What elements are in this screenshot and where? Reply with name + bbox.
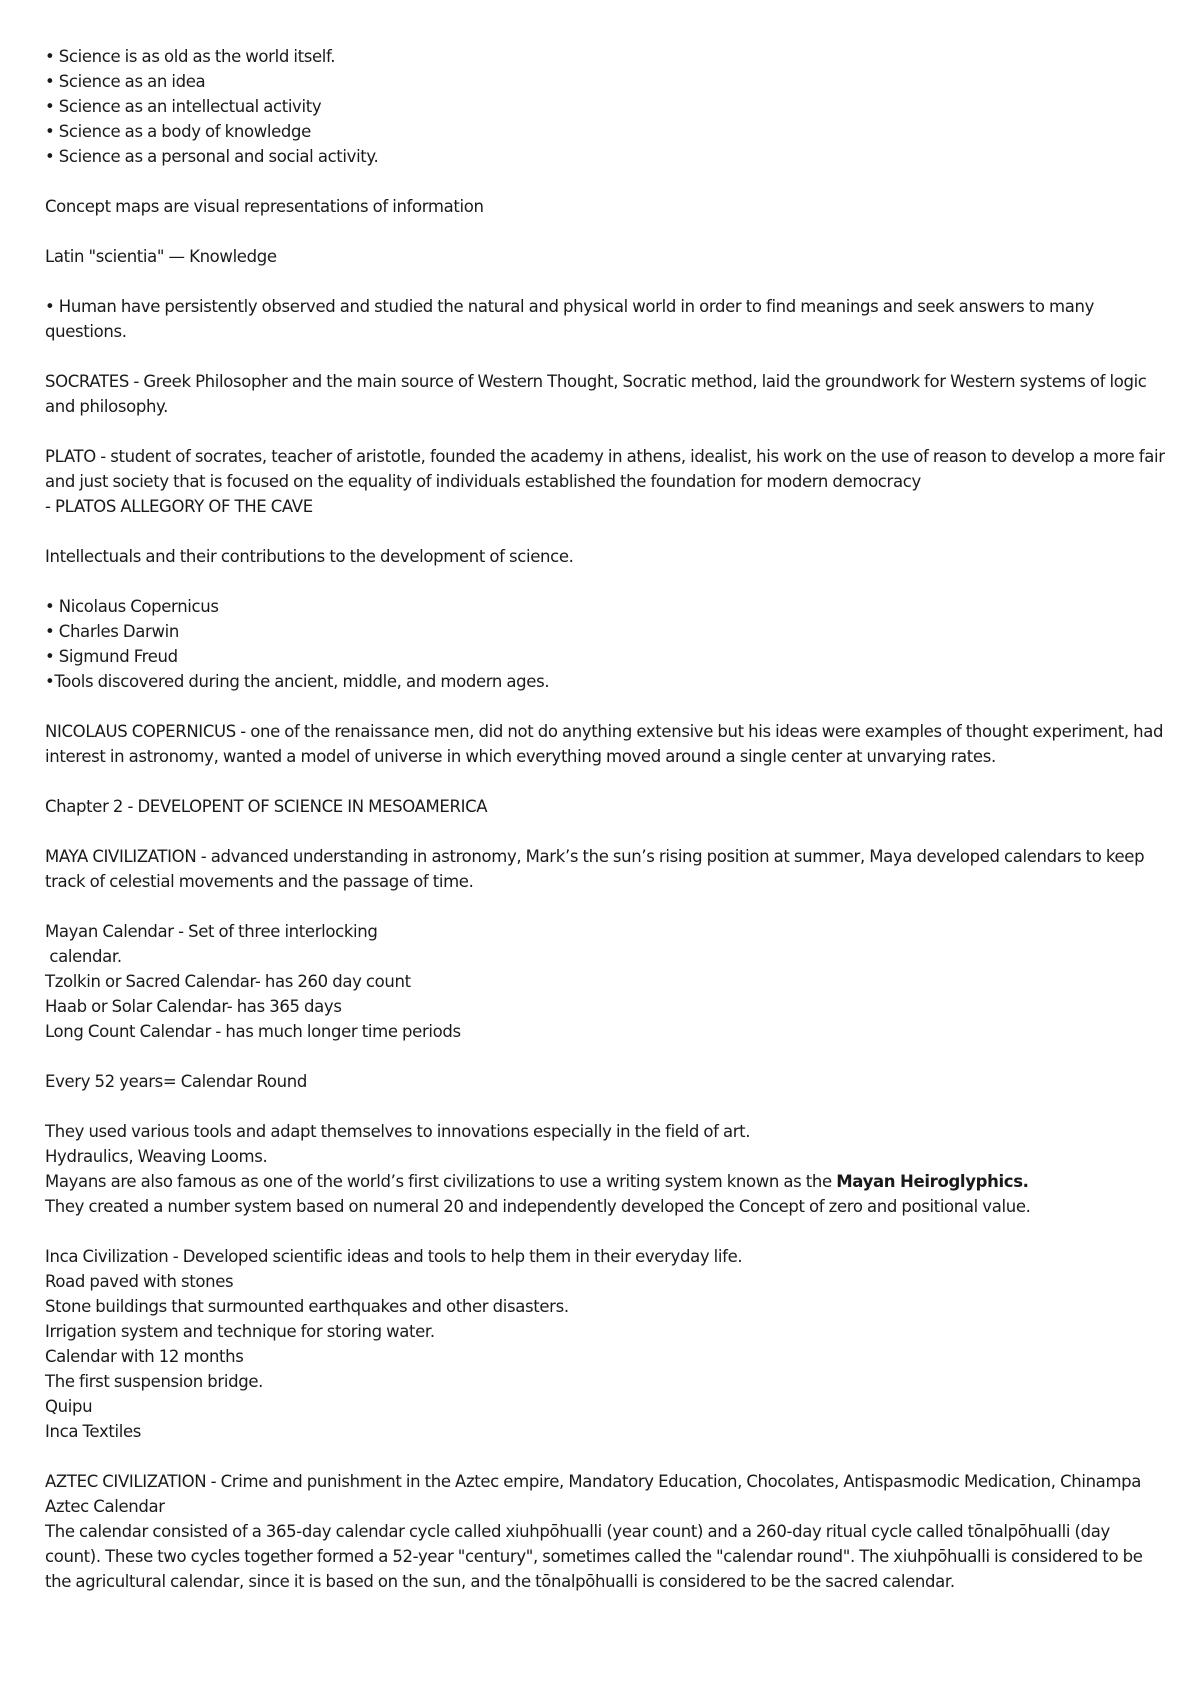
plato-allegory-line: - PLATOS ALLEGORY OF THE CAVE [45, 497, 313, 516]
list-item: • Science as a personal and social activity. [45, 147, 379, 166]
intellectuals-heading: Intellectuals and their contributions to the development of science. [45, 547, 574, 566]
chapter-2-heading: Chapter 2 - DEVELOPENT OF SCIENCE IN MESOAMERICA [45, 797, 488, 816]
mayan-heiroglyphics-bold: Mayan Heiroglyphics. [836, 1172, 1029, 1191]
mayan-calendar-line: Mayan Calendar - Set of three interlocking [45, 922, 378, 941]
hydraulics-line: Hydraulics, Weaving Looms. [45, 1147, 268, 1166]
socrates-paragraph: SOCRATES - Greek Philosopher and the main source of Western Thought, Socratic method, laid the groundwork for Western systems of logic and philosophy. [45, 372, 1147, 416]
tools-art-line: They used various tools and adapt themselves to innovations especially in the field of art. [45, 1122, 751, 1141]
list-item: • Science is as old as the world itself. [45, 47, 336, 66]
list-item: • Sigmund Freud [45, 647, 178, 666]
number-system-line: They created a number system based on numeral 20 and independently developed the Concept of zero and positional value. [45, 1197, 1031, 1216]
inca-line: Quipu [45, 1397, 93, 1416]
mayan-calendar-line: Long Count Calendar - has much longer time periods [45, 1022, 461, 1041]
latin-scientia-paragraph: Latin "scientia" — Knowledge [45, 247, 277, 266]
mayan-tools-section [45, 1119, 1170, 1219]
mayan-calendar-line: Haab or Solar Calendar- has 365 days [45, 997, 342, 1016]
mayan-calendar-line: Tzolkin or Sacred Calendar- has 260 day count [45, 972, 411, 991]
aztec-calendar-description: The calendar consisted of a 365-day calendar cycle called xiuhpōhualli (year count) and a 260-day ritual cycle called tōnalpōhualli (day count). These two cycles together formed a 52-year "century", sometimes called the "calendar round". The xiuhpōhualli is considered to be the agricultural calendar, since it is based on the sun, and the tōnalpōhualli is considered to be the sacred calendar. [45, 1522, 1147, 1591]
inca-line: Irrigation system and technique for storing water. [45, 1322, 435, 1341]
intellectuals-list [45, 594, 1170, 694]
human-observed-paragraph: • Human have persistently observed and studied the natural and physical world in order to find meanings and seek answers to many questions. [45, 297, 1095, 341]
aztec-section [45, 1469, 1170, 1594]
list-item: •Tools discovered during the ancient, middle, and modern ages. [45, 672, 550, 691]
calendar-round-paragraph: Every 52 years= Calendar Round [45, 1072, 307, 1091]
list-item: • Science as an intellectual activity [45, 97, 322, 116]
inca-line: Calendar with 12 months [45, 1347, 244, 1366]
inca-line: Inca Textiles [45, 1422, 141, 1441]
inca-section [45, 1244, 1170, 1444]
intro-bullet-list [45, 44, 1170, 169]
inca-line: Inca Civilization - Developed scientific ideas and tools to help them in their everyday life. [45, 1247, 743, 1266]
mayan-calendar-line: calendar. [45, 947, 122, 966]
list-item: • Science as a body of knowledge [45, 122, 311, 141]
mayans-famous-line [45, 1169, 1170, 1194]
list-item: • Science as an idea [45, 72, 206, 91]
inca-line: The first suspension bridge. [45, 1372, 264, 1391]
document-page [45, 44, 1170, 1594]
aztec-calendar-heading: Aztec Calendar [45, 1497, 165, 1516]
mayan-calendar-section [45, 919, 1170, 1044]
copernicus-paragraph: NICOLAUS COPERNICUS - one of the renaissance men, did not do anything extensive but his ideas were examples of thought experiment, had interest in astronomy, wanted a model of universe in which everything moved around a single center at unvarying rates. [45, 722, 1164, 766]
concept-maps-paragraph: Concept maps are visual representations of information [45, 197, 484, 216]
list-item: • Nicolaus Copernicus [45, 597, 219, 616]
plato-paragraph: PLATO - student of socrates, teacher of aristotle, founded the academy in athens, idealist, his work on the use of reason to develop a more fair and just society that is focused on the equality of individuals established the foundation for modern democracy [45, 447, 1170, 491]
aztec-paragraph: AZTEC CIVILIZATION - Crime and punishment in the Aztec empire, Mandatory Education, Chocolates, Antispasmodic Medication, Chinampa [45, 1472, 1142, 1491]
plato-section [45, 444, 1170, 519]
maya-paragraph: MAYA CIVILIZATION - advanced understanding in astronomy, Mark’s the sun’s rising position at summer, Maya developed calendars to keep track of celestial movements and the passage of time. [45, 847, 1145, 891]
inca-line: Road paved with stones [45, 1272, 234, 1291]
inca-line: Stone buildings that surmounted earthquakes and other disasters. [45, 1297, 569, 1316]
list-item: • Charles Darwin [45, 622, 179, 641]
mayans-famous-text: Mayans are also famous as one of the world’s first civilizations to use a writing system known as the [45, 1172, 837, 1191]
